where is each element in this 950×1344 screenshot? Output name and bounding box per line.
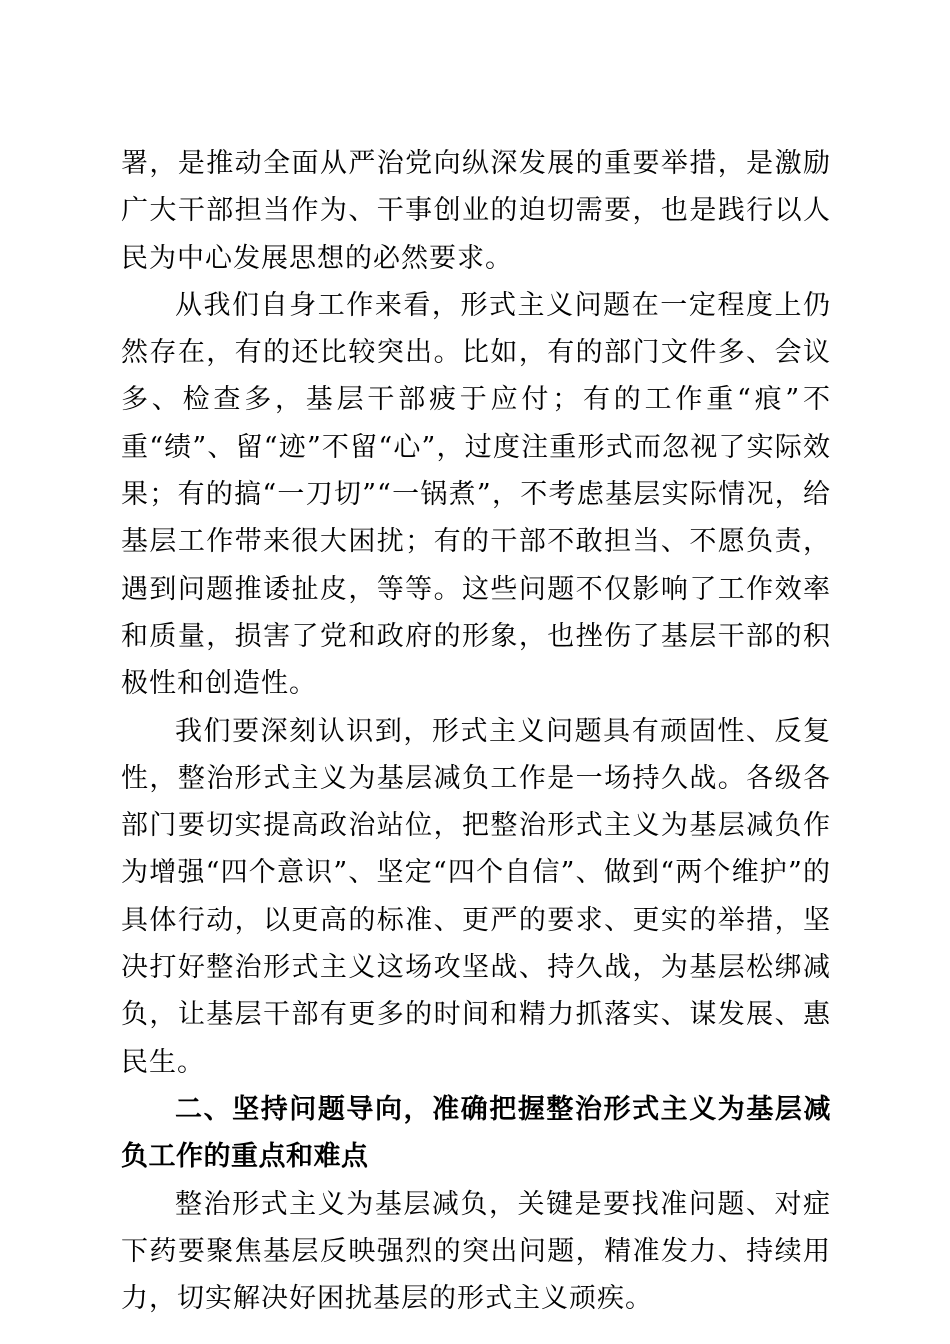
- section-heading: 二、坚持问题导向，准确把握整治形式主义为基层减负工作的重点和难点: [121, 1093, 831, 1173]
- paragraph-section-intro: 整治形式主义为基层减负，关键是要找准问题、对症下药要聚焦基层反映强烈的突出问题，精准发力、持续用力，切实解决好困扰基层的形式主义顽疾。: [121, 1188, 831, 1315]
- document-body: [121, 140, 831, 1322]
- paragraph-persistent-battle: 我们要深刻认识到，形式主义问题具有顽固性、反复性，整治形式主义为基层减负工作是一场持久战。各级各部门要切实提高政治站位，把整治形式主义为基层减负作为增强“四个意识”、坚定“四个自信”、做到“两个维护”的具体行动，以更高的标准、更严的要求、更实的举措，坚决打好整治形式主义这场攻坚战、持久战，为基层松绑减负，让基层干部有更多的时间和精力抓落实、谋发展、惠民生。: [121, 715, 831, 1078]
- paragraph-continuation: 署，是推动全面从严治党向纵深发展的重要举措，是激励广大干部担当作为、干事创业的迫切需要，也是践行以人民为中心发展思想的必然要求。: [121, 148, 831, 274]
- paragraph-formalism-problems: 从我们自身工作来看，形式主义问题在一定程度上仍然存在，有的还比较突出。比如，有的部门文件多、会议多、检查多，基层干部疲于应付；有的工作重“痕”不重“绩”、留“迹”不留“心”，过度注重形式而忽视了实际效果；有的搞“一刀切”“一锅煮”，不考虑基层实际情况，给基层工作带来很大困扰；有的干部不敢担当、不愿负责，遇到问题推诿扯皮，等等。这些问题不仅影响了工作效率和质量，损害了党和政府的形象，也挫伤了基层干部的积极性和创造性。: [121, 289, 831, 700]
